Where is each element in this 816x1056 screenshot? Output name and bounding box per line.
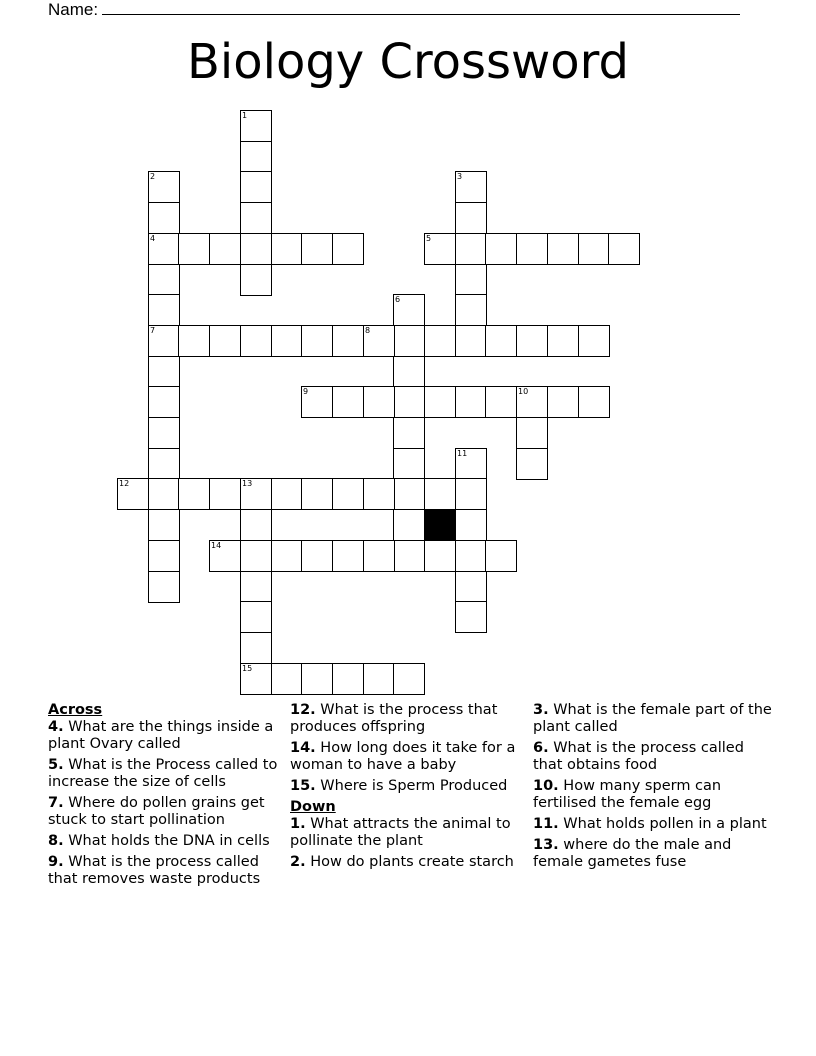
- clue-text: What are the things inside a plant Ovary called: [48, 719, 274, 752]
- clue-text: What attracts the animal to pollinate the plant: [290, 816, 511, 849]
- crossword-cell[interactable]: [455, 478, 487, 510]
- crossword-cell[interactable]: [271, 663, 303, 695]
- clue-text: How long does it take for a woman to have a baby: [290, 740, 516, 773]
- crossword-cell[interactable]: [608, 233, 640, 265]
- clue-number: 1: [242, 111, 248, 120]
- crossword-cell[interactable]: [148, 294, 180, 326]
- crossword-cell[interactable]: [424, 233, 456, 265]
- crossword-cell[interactable]: [393, 356, 425, 388]
- clue-text: What is the process that produces offspring: [290, 702, 498, 735]
- clue-number: 4: [150, 234, 156, 243]
- clue-item: [290, 816, 526, 850]
- clue-number-label: 11.: [533, 816, 559, 832]
- crossword-cell[interactable]: [117, 478, 149, 510]
- clue-item: [290, 702, 526, 736]
- crossword-cell[interactable]: [578, 386, 610, 418]
- clue-item: [290, 778, 526, 795]
- clue-item: [48, 854, 284, 888]
- name-label: Name:: [48, 0, 99, 19]
- crossword-cell[interactable]: [332, 478, 364, 510]
- crossword-cell[interactable]: [178, 233, 210, 265]
- crossword-cell[interactable]: [578, 233, 610, 265]
- crossword-cell[interactable]: [455, 171, 487, 203]
- clue-text: What is the process called that removes waste products: [48, 854, 261, 887]
- crossword-cell[interactable]: [178, 478, 210, 510]
- crossword-cell[interactable]: [393, 448, 425, 480]
- crossword-cell[interactable]: [516, 448, 548, 480]
- clue-text: How many sperm can fertilised the female egg: [533, 778, 722, 811]
- clue-item: [533, 740, 773, 774]
- crossword-cell[interactable]: [148, 356, 180, 388]
- crossword-cell[interactable]: [332, 540, 364, 572]
- crossword-cell[interactable]: [148, 264, 180, 296]
- crossword-cell[interactable]: [148, 509, 180, 541]
- crossword-cell[interactable]: [148, 171, 180, 203]
- crossword-cell[interactable]: [240, 264, 272, 296]
- clue-number: 10: [518, 387, 529, 396]
- crossword-cell[interactable]: [148, 448, 180, 480]
- crossword-cell[interactable]: [148, 386, 180, 418]
- clue-number-label: 2.: [290, 854, 306, 870]
- clue-number: 13: [242, 479, 253, 488]
- crossword-cell[interactable]: [363, 386, 395, 418]
- crossword-cell[interactable]: [424, 540, 456, 572]
- across-heading: Across: [48, 702, 103, 718]
- crossword-cell[interactable]: [240, 509, 272, 541]
- crossword-cell[interactable]: [148, 417, 180, 449]
- crossword-cell[interactable]: [393, 325, 425, 357]
- crossword-cell[interactable]: [516, 325, 548, 357]
- clue-number-label: 6.: [533, 740, 549, 756]
- crossword-cell[interactable]: [455, 294, 487, 326]
- crossword-cell[interactable]: [271, 233, 303, 265]
- crossword-cell[interactable]: [240, 325, 272, 357]
- crossword-cell[interactable]: [393, 663, 425, 695]
- clue-text: What is the female part of the plant called: [533, 702, 772, 735]
- crossword-cell[interactable]: [485, 233, 517, 265]
- clue-number: 12: [119, 479, 130, 488]
- clue-number: 7: [150, 326, 156, 335]
- crossword-cell[interactable]: [240, 233, 272, 265]
- crossword-cell[interactable]: [363, 663, 395, 695]
- crossword-cell[interactable]: [393, 509, 425, 541]
- clue-number-label: 9.: [48, 854, 64, 870]
- clues-column-3: [533, 702, 773, 875]
- crossword-cell[interactable]: [271, 325, 303, 357]
- clue-number-label: 1.: [290, 816, 306, 832]
- crossword-cell[interactable]: [301, 325, 333, 357]
- crossword-cell[interactable]: [485, 386, 517, 418]
- crossword-cell[interactable]: [363, 540, 395, 572]
- clue-text: What is the process called that obtains food: [533, 740, 744, 773]
- crossword-cell[interactable]: [271, 478, 303, 510]
- crossword-cell[interactable]: [455, 540, 487, 572]
- crossword-cell[interactable]: [424, 386, 456, 418]
- crossword-cell[interactable]: [148, 233, 180, 265]
- crossword-cell[interactable]: [178, 325, 210, 357]
- crossword-cell[interactable]: [148, 325, 180, 357]
- down-clue-list: [290, 816, 526, 871]
- black-square: [424, 509, 456, 541]
- crossword-cell[interactable]: [209, 233, 241, 265]
- crossword-cell[interactable]: [332, 325, 364, 357]
- crossword-cell[interactable]: [240, 540, 272, 572]
- clue-text: where do the male and female gametes fuse: [533, 837, 732, 870]
- clue-number-label: 5.: [48, 757, 64, 773]
- crossword-cell[interactable]: [393, 478, 425, 510]
- down-clue-list-continued: [533, 702, 773, 871]
- crossword-cell[interactable]: [363, 478, 395, 510]
- crossword-cell[interactable]: [271, 540, 303, 572]
- crossword-cell[interactable]: [301, 478, 333, 510]
- crossword-cell[interactable]: [455, 325, 487, 357]
- crossword-cell[interactable]: [240, 632, 272, 664]
- clue-number: 15: [242, 664, 253, 673]
- crossword-cell[interactable]: [485, 325, 517, 357]
- crossword-cell[interactable]: [240, 202, 272, 234]
- crossword-cell[interactable]: [240, 171, 272, 203]
- clue-item: [290, 740, 526, 774]
- clue-number-label: 4.: [48, 719, 64, 735]
- crossword-cell[interactable]: [455, 571, 487, 603]
- crossword-cell[interactable]: [485, 540, 517, 572]
- crossword-cell[interactable]: [393, 386, 425, 418]
- crossword-cell[interactable]: [240, 141, 272, 173]
- clue-number-label: 10.: [533, 778, 559, 794]
- crossword-cell[interactable]: [393, 540, 425, 572]
- crossword-cell[interactable]: [393, 294, 425, 326]
- crossword-cell[interactable]: [455, 202, 487, 234]
- page-title: Biology Crossword: [186, 34, 630, 90]
- crossword-cell[interactable]: [148, 478, 180, 510]
- crossword-cell[interactable]: [301, 540, 333, 572]
- crossword-cell[interactable]: [547, 386, 579, 418]
- clue-number: 14: [211, 541, 222, 550]
- across-clue-list: [48, 719, 284, 888]
- crossword-cell[interactable]: [148, 571, 180, 603]
- crossword-cell[interactable]: [209, 325, 241, 357]
- crossword-cell[interactable]: [148, 540, 180, 572]
- crossword-cell[interactable]: [455, 264, 487, 296]
- crossword-cell[interactable]: [547, 325, 579, 357]
- clue-text: Where is Sperm Produced: [315, 778, 508, 794]
- clue-item: [48, 757, 284, 791]
- crossword-cell[interactable]: [332, 386, 364, 418]
- clues-column-2: [290, 702, 526, 875]
- clue-number-label: 8.: [48, 833, 64, 849]
- clue-number: 5: [426, 234, 432, 243]
- clue-item: [48, 719, 284, 753]
- crossword-cell[interactable]: [240, 110, 272, 142]
- down-heading: Down: [290, 799, 336, 815]
- crossword-cell[interactable]: [578, 325, 610, 357]
- clue-text: What holds the DNA in cells: [63, 833, 270, 849]
- crossword-cell[interactable]: [516, 233, 548, 265]
- clue-number: 11: [457, 449, 468, 458]
- clue-item: [533, 702, 773, 736]
- clue-item: [48, 795, 284, 829]
- clue-item: [533, 816, 773, 833]
- clue-number-label: 14.: [290, 740, 316, 756]
- crossword-cell[interactable]: [301, 386, 333, 418]
- crossword-cell[interactable]: [455, 509, 487, 541]
- crossword-cell[interactable]: [393, 417, 425, 449]
- crossword-cell[interactable]: [455, 601, 487, 633]
- crossword-cell[interactable]: [455, 386, 487, 418]
- clue-number: 2: [150, 172, 156, 181]
- crossword-cell[interactable]: [424, 325, 456, 357]
- across-clue-list-continued: [290, 702, 526, 795]
- clue-text: How do plants create starch: [305, 854, 514, 870]
- clue-item: [290, 854, 526, 871]
- clue-number: 6: [395, 295, 401, 304]
- clue-number-label: 13.: [533, 837, 559, 853]
- crossword-cell[interactable]: [240, 478, 272, 510]
- clue-number: 3: [457, 172, 463, 181]
- clue-number-label: 7.: [48, 795, 64, 811]
- crossword-cell[interactable]: [332, 663, 364, 695]
- crossword-cell[interactable]: [209, 478, 241, 510]
- crossword-cell[interactable]: [455, 448, 487, 480]
- clue-number-label: 15.: [290, 778, 316, 794]
- crossword-cell[interactable]: [332, 233, 364, 265]
- crossword-cell[interactable]: [547, 233, 579, 265]
- crossword-cell[interactable]: [516, 386, 548, 418]
- clue-text: What holds pollen in a plant: [558, 816, 767, 832]
- clue-item: [48, 833, 284, 850]
- clue-item: [533, 778, 773, 812]
- crossword-cell[interactable]: [148, 202, 180, 234]
- crossword-cell[interactable]: [240, 663, 272, 695]
- crossword-cell[interactable]: [301, 663, 333, 695]
- crossword-cell[interactable]: [301, 233, 333, 265]
- clue-number-label: 12.: [290, 702, 316, 718]
- crossword-cell[interactable]: [455, 233, 487, 265]
- crossword-cell[interactable]: [424, 478, 456, 510]
- crossword-cell[interactable]: [516, 417, 548, 449]
- crossword-cell[interactable]: [209, 540, 241, 572]
- crossword-cell[interactable]: [240, 571, 272, 603]
- crossword-cell[interactable]: [240, 601, 272, 633]
- clue-text: What is the Process called to increase the size of cells: [48, 757, 278, 790]
- clues-column-1: [48, 702, 284, 892]
- clue-text: Where do pollen grains get stuck to start pollination: [48, 795, 265, 828]
- clue-number: 8: [365, 326, 371, 335]
- clue-number: 9: [303, 387, 309, 396]
- crossword-cell[interactable]: [363, 325, 395, 357]
- clue-item: [533, 837, 773, 871]
- clue-number-label: 3.: [533, 702, 549, 718]
